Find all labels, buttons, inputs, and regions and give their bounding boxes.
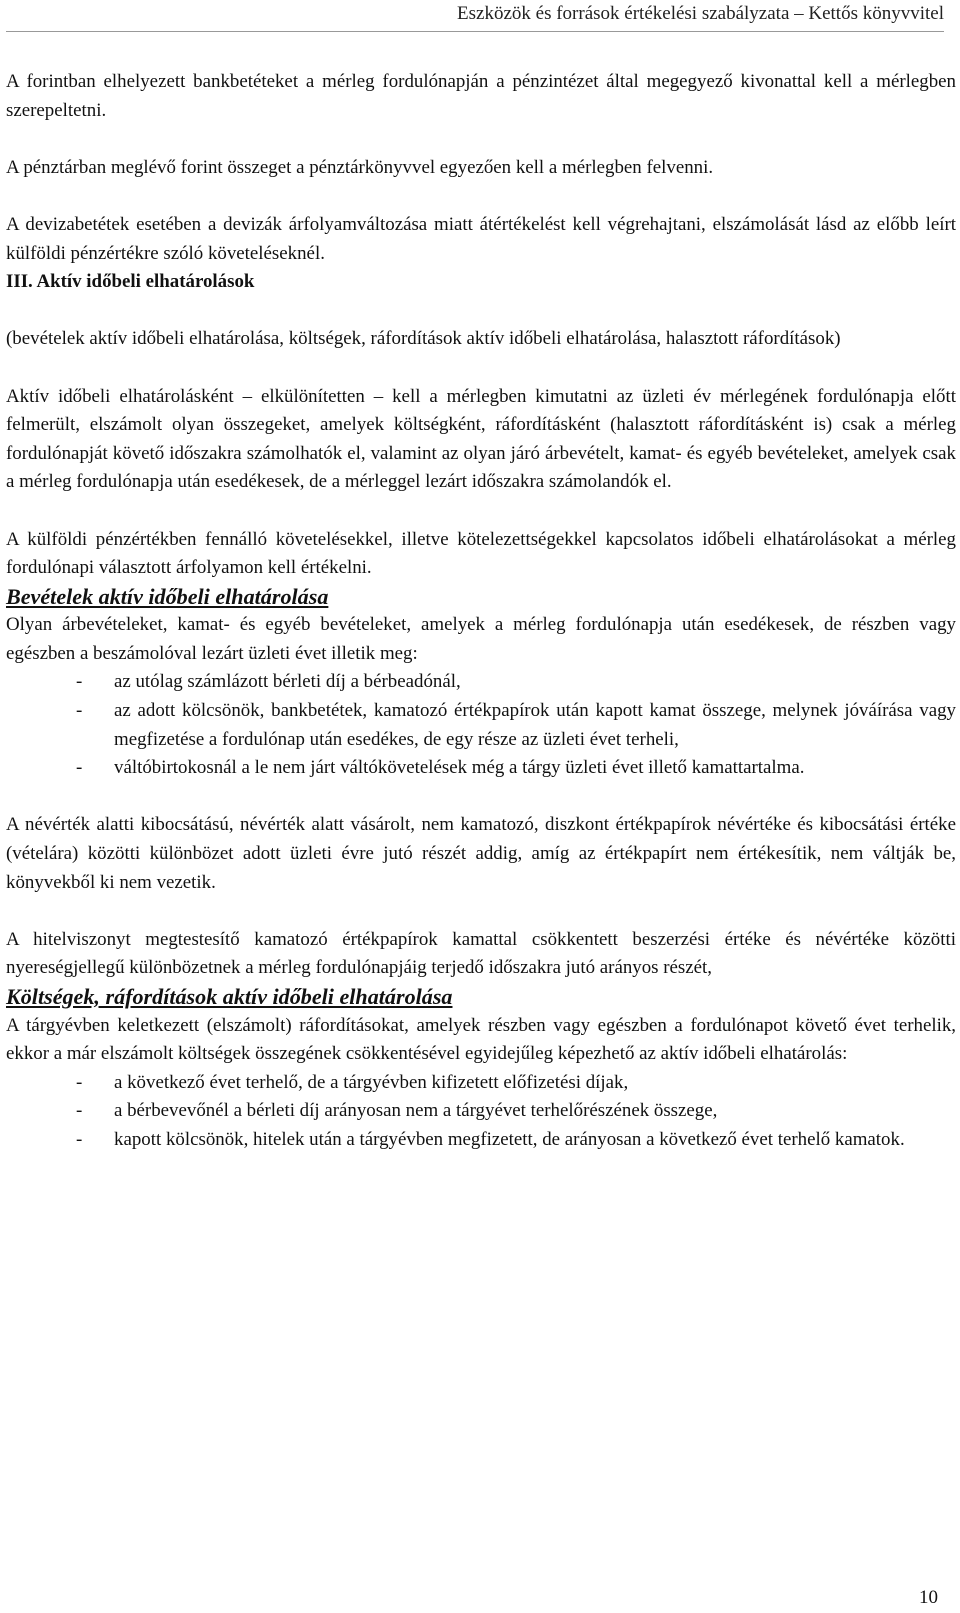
- section-intro: (bevételek aktív időbeli elhatárolása, költségek, ráfordítások aktív időbeli elhatárolása, halasztott ráfordítások): [6, 328, 841, 350]
- list-item: - az adott kölcsönök, bankbetétek, kamatozó értékpapírok után kapott kamat összege, melynek jóváírása vagy megfizetése a fordulónap után esedékes, de egy része az üzleti évet terheli,: [6, 697, 956, 754]
- subsection-title-costs: Költségek, ráfordítások aktív időbeli elhatárolása: [6, 984, 453, 1009]
- dash-bullet: -: [76, 1071, 83, 1093]
- list-item: - a bérbevevőnél a bérleti díj arányosan nem a tárgyévet terhelőrészének összege,: [6, 1097, 956, 1126]
- list-item: - az utólag számlázott bérleti díj a bérbeadónál,: [6, 668, 956, 697]
- dash-bullet: -: [76, 1100, 83, 1122]
- paragraph-interest-securities: A hitelviszonyt megtestesítő kamatozó értékpapírok kamattal csökkentett beszerzési értéke és névértéke közötti nyereségjellegű különbözetnek a mérleg fordulónapjáig terjedő időszakra jutó arányos részét,: [6, 928, 956, 979]
- paragraph-accruals: Aktív időbeli elhatárolásként – elkülönítetten – kell a mérlegben kimutatni az üzleti év mérlegének fordulónapja előtt felmerült, elszámolt olyan összegeket, amelyek költségként, ráfordításként (halasztott ráfordításként is) csak a mérleg fordulónapját követő időszakra számolhatók el, valamint az olyan járó árbevételt, kamat- és egyéb bevételeket, amelyek csak a mérleg fordulónapja után esedékesek, de a mérleggel lezárt időszakra számolandók el.: [6, 385, 956, 493]
- paragraph-foreign-currency: A külföldi pénzértékben fennálló követelésekkel, illetve kötelezettségekkel kapcsolatos időbeli elhatárolásokat a mérleg fordulónapi választott árfolyamon kell értékelni.: [6, 528, 956, 579]
- dash-bullet: -: [76, 671, 83, 693]
- document-body: [6, 68, 956, 1155]
- list-item: - váltóbirtokosnál a le nem járt váltókövetelések még a tárgy üzleti évet illető kamattartalma.: [6, 754, 956, 783]
- page-number: 10: [919, 1587, 938, 1608]
- dash-bullet: -: [76, 757, 83, 779]
- costs-list: [6, 1069, 956, 1155]
- paragraph-fx-deposits: A devizabetétek esetében a devizák árfolyamváltozása miatt átértékelést kell végrehajtani, elszámolását lásd az előbb leírt külföldi pénzértékre szóló követeléseknél.: [6, 213, 956, 264]
- list-item: - kapott kölcsönök, hitelek után a tárgyévben megfizetett, de arányosan a következő évet terhelő kamatok.: [6, 1126, 956, 1155]
- subsection-title-revenue: Bevételek aktív időbeli elhatárolása: [6, 583, 329, 609]
- section-title: III. Aktív időbeli elhatárolások: [6, 271, 255, 293]
- paragraph-revenue-intro: Olyan árbevételeket, kamat- és egyéb bevételeket, amelyek a mérleg fordulónapja után esedékesek, de részben vagy egészben a beszámolóval lezárt üzleti évet illetik meg:: [6, 614, 956, 664]
- paragraph-cash: A pénztárban meglévő forint összeget a pénztárkönyvvel egyezően kell a mérlegben felvenni.: [6, 156, 714, 178]
- page-header: Eszközök és források értékelési szabályzata – Kettős könyvvitel: [6, 2, 944, 32]
- paragraph-bank-deposits: A forintban elhelyezett bankbetéteket a mérleg fordulónapján a pénzintézet által megegyező kivonattal kell a mérlegben szerepeltetni.: [6, 71, 956, 121]
- dash-bullet: -: [76, 1128, 83, 1150]
- dash-bullet: -: [76, 700, 83, 722]
- list-item: - a következő évet terhelő, de a tárgyévben kifizetett előfizetési díjak,: [6, 1069, 956, 1098]
- paragraph-costs-intro: A tárgyévben keletkezett (elszámolt) ráfordításokat, amelyek részben vagy egészben a fordulónapot követő évet terhelik, ekkor a már elszámolt költségek összegének csökkentésével egyidejűleg képezhető az aktív időbeli elhatárolás:: [6, 1014, 956, 1065]
- paragraph-discount-securities: A névérték alatti kibocsátású, névérték alatt vásárolt, nem kamatozó, diszkont értékpapírok névértéke és kibocsátási értéke (vételára) közötti különbözet adott üzleti évre jutó részét addig, amíg az értékpapírt nem értékesítik, nem váltják be, könyvekből ki nem vezetik.: [6, 814, 956, 893]
- revenue-list: [6, 668, 956, 782]
